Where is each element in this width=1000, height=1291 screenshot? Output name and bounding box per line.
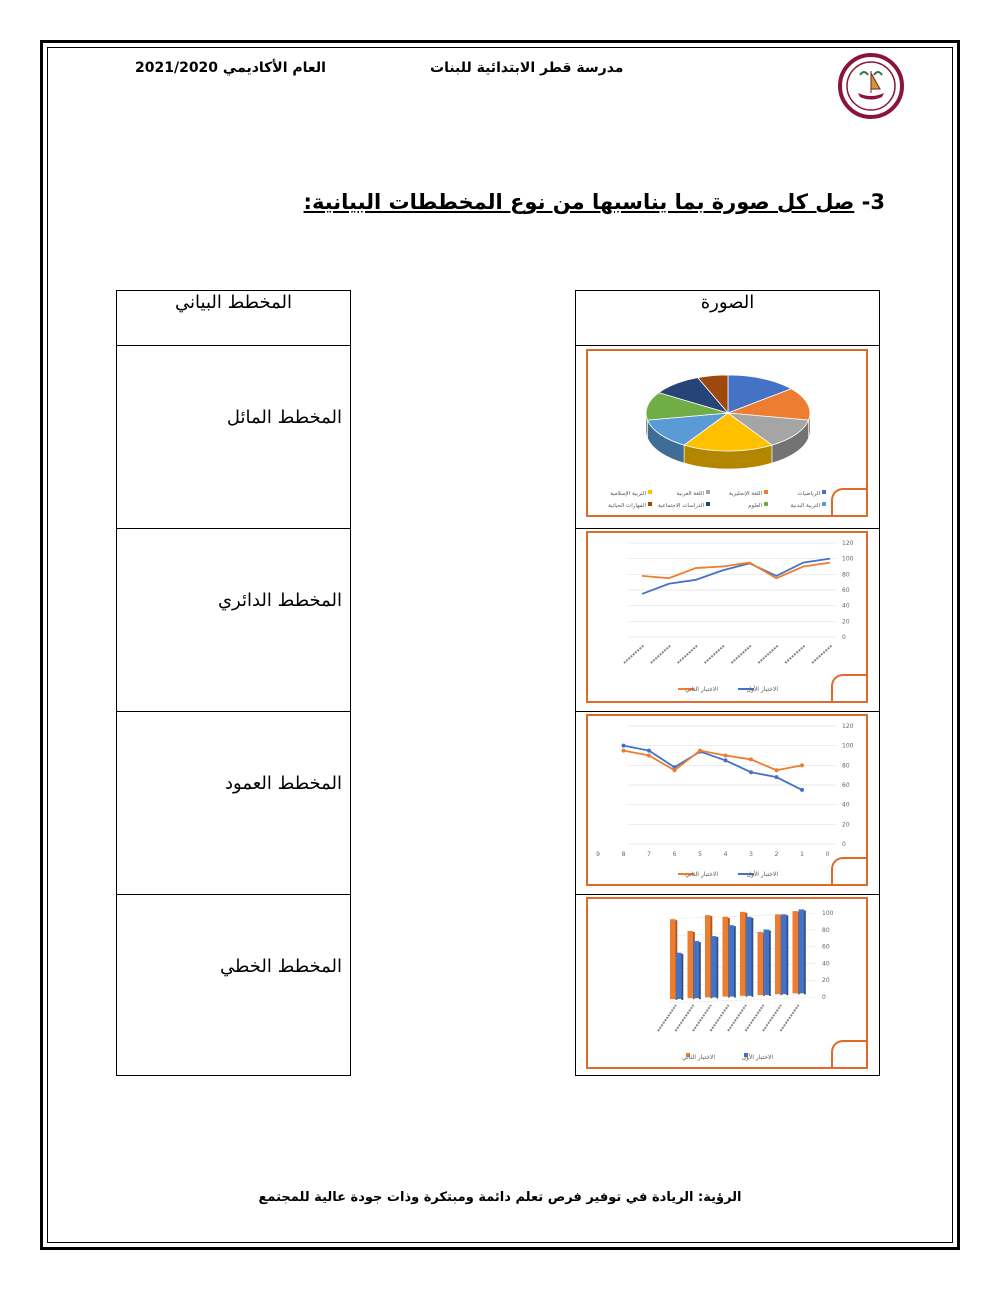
question-title	[304, 190, 885, 214]
x-tick-label	[728, 1005, 746, 1031]
x-tick-label: 4	[723, 851, 728, 858]
legend-label: الاختبار الثاني	[682, 1054, 715, 1061]
x-tick-label: 0	[825, 851, 830, 858]
column-bar	[729, 925, 735, 996]
column-bar	[746, 917, 752, 996]
y-tick-label: 100	[842, 555, 854, 563]
x-tick-label	[678, 645, 698, 663]
legend-label: الاختبار الثاني	[685, 871, 718, 878]
pie-chart	[588, 351, 868, 517]
chart-type-cell-2	[116, 528, 351, 712]
column-bar-side	[699, 942, 701, 999]
legend-label: اللغة العربية	[676, 491, 704, 497]
legend-swatch	[822, 490, 826, 494]
line-chart-image-2[interactable]	[586, 714, 868, 886]
legend-swatch	[648, 502, 652, 506]
legend-label: الاختبار الأول	[746, 686, 778, 693]
legend-label: الاختبار الأول	[741, 1054, 773, 1061]
data-point	[673, 768, 677, 772]
x-tick-label	[812, 645, 832, 663]
legend-label: الاختبار الأول	[746, 871, 778, 878]
series-line	[624, 751, 803, 771]
data-point	[622, 744, 626, 748]
x-tick-label: 1	[800, 851, 804, 858]
legend-swatch	[706, 490, 710, 494]
school-name: مدرسة قطر الابتدائية للبنات	[430, 60, 624, 76]
chart-type-label[interactable]: المخطط الدائري	[217, 590, 342, 611]
data-point	[698, 749, 702, 753]
data-point	[775, 775, 779, 779]
column-title-chart-type: المخطط البياني	[175, 292, 292, 313]
data-point	[800, 763, 804, 767]
y-tick-label: 40	[822, 960, 830, 968]
y-tick-label: 100	[822, 910, 834, 917]
x-tick-label	[705, 645, 725, 663]
legend-swatch	[764, 502, 768, 506]
y-tick-label: 80	[842, 571, 850, 579]
x-tick-label	[658, 1005, 676, 1031]
column-bar-side	[787, 915, 789, 995]
x-tick-label: 2	[774, 851, 779, 858]
legend-label: الدراسات الاجتماعية	[658, 503, 704, 509]
legend-label: الرياضيات	[797, 491, 820, 497]
column-bar-side	[769, 930, 771, 996]
legend-swatch	[764, 490, 768, 494]
x-tick-label	[746, 1005, 764, 1031]
line-chart-1	[588, 533, 868, 703]
x-tick-label: 3	[749, 851, 753, 858]
y-tick-label: 0	[842, 841, 846, 848]
column-bar	[670, 919, 676, 999]
data-point	[749, 757, 753, 761]
chart-type-cell-1	[116, 345, 351, 529]
x-tick-label	[763, 1005, 781, 1031]
x-tick-label	[711, 1005, 729, 1031]
legend-swatch	[706, 502, 710, 506]
data-point	[724, 754, 728, 758]
legend-label: العلوم	[748, 503, 762, 509]
chart-type-label[interactable]: المخطط الخطي	[220, 956, 342, 977]
y-tick-label: 20	[822, 977, 830, 985]
y-tick-label: 20	[842, 618, 850, 626]
column-bar	[740, 912, 746, 996]
x-tick-label	[676, 1005, 694, 1031]
column-bar	[799, 909, 805, 993]
y-tick-label: 60	[822, 943, 830, 951]
image-corner	[831, 488, 867, 516]
y-tick-label: 120	[842, 540, 854, 547]
column-bar	[694, 941, 700, 998]
data-point	[647, 749, 651, 753]
data-point	[647, 754, 651, 758]
column-bar-side	[734, 926, 736, 997]
vision-statement: الرؤية: الريادة في توفير فرص تعلم دائمة ومبتكرة وذات جودة عالية للمجتمع	[258, 1190, 742, 1205]
column-bar	[781, 914, 787, 994]
y-tick-label: 40	[842, 602, 850, 610]
column-bar	[705, 915, 711, 997]
chart-type-cell-3	[116, 711, 351, 895]
x-tick-label	[781, 1005, 799, 1031]
y-tick-label: 0	[822, 994, 826, 1001]
line-chart-2	[588, 716, 868, 886]
column-bar	[775, 914, 781, 994]
column-bar-side	[682, 954, 684, 1000]
column-bar-side	[717, 937, 719, 998]
column-bar	[688, 931, 694, 998]
x-tick-label: 6	[672, 851, 677, 858]
chart-type-label[interactable]: المخطط المائل	[226, 407, 342, 428]
column-bar	[711, 936, 717, 997]
question-number: 3-	[861, 190, 885, 214]
column-bar-side	[752, 918, 754, 997]
data-point	[775, 768, 779, 772]
y-tick-label: 40	[842, 801, 850, 809]
legend-label: اللغة الإنجليزية	[728, 491, 762, 497]
data-point	[724, 758, 728, 762]
y-tick-label: 0	[842, 634, 846, 641]
x-tick-label	[624, 645, 644, 663]
column-chart	[588, 899, 868, 1069]
legend-swatch	[648, 490, 652, 494]
y-tick-label: 60	[842, 587, 850, 594]
x-tick-label	[785, 645, 805, 663]
academic-year: العام الأكاديمي 2021/2020	[135, 60, 326, 76]
column-title-image: الصورة	[700, 292, 755, 313]
data-point	[800, 788, 804, 792]
y-tick-label: 80	[842, 762, 850, 770]
x-tick-label: 7	[647, 851, 651, 858]
x-tick-label	[731, 645, 751, 663]
legend-swatch	[822, 502, 826, 506]
image-corner	[831, 674, 867, 702]
image-corner	[831, 1040, 867, 1068]
x-tick-label: 5	[698, 851, 702, 858]
y-tick-label: 60	[842, 782, 850, 789]
pie-chart-image[interactable]	[586, 349, 868, 517]
data-point	[749, 770, 753, 774]
legend-label: المهارات الحياتية	[608, 503, 646, 509]
chart-type-label[interactable]: المخطط العمود	[225, 773, 342, 794]
x-tick-label: 9	[596, 851, 600, 858]
question-text: صل كل صورة بما يناسبها من نوع المخططات البيانية:	[303, 190, 855, 214]
legend-label: الاختبار الثاني	[685, 686, 718, 693]
column-bar	[723, 917, 729, 997]
column-bar	[793, 911, 799, 993]
x-tick-label: 8	[621, 851, 626, 858]
x-tick-label	[693, 1005, 711, 1031]
column-bar	[676, 953, 682, 999]
column-bar	[764, 929, 770, 995]
chart-type-cell-4	[116, 894, 351, 1076]
y-tick-label: 80	[822, 926, 830, 934]
line-chart-image-1[interactable]	[586, 531, 868, 703]
column-bar-side	[804, 910, 806, 994]
y-tick-label: 20	[842, 821, 850, 829]
series-line	[642, 563, 830, 579]
image-corner	[831, 857, 867, 885]
column-bar	[758, 932, 764, 995]
x-tick-label	[758, 645, 778, 663]
column-chart-image[interactable]	[586, 897, 868, 1069]
y-tick-label: 120	[842, 723, 854, 730]
legend-label: التربية البدنية	[790, 503, 820, 509]
y-tick-label: 100	[842, 742, 854, 750]
ministry-logo	[838, 53, 904, 119]
x-tick-label	[651, 645, 671, 663]
legend-label: التربية الإسلامية	[610, 491, 646, 497]
data-point	[622, 749, 626, 753]
